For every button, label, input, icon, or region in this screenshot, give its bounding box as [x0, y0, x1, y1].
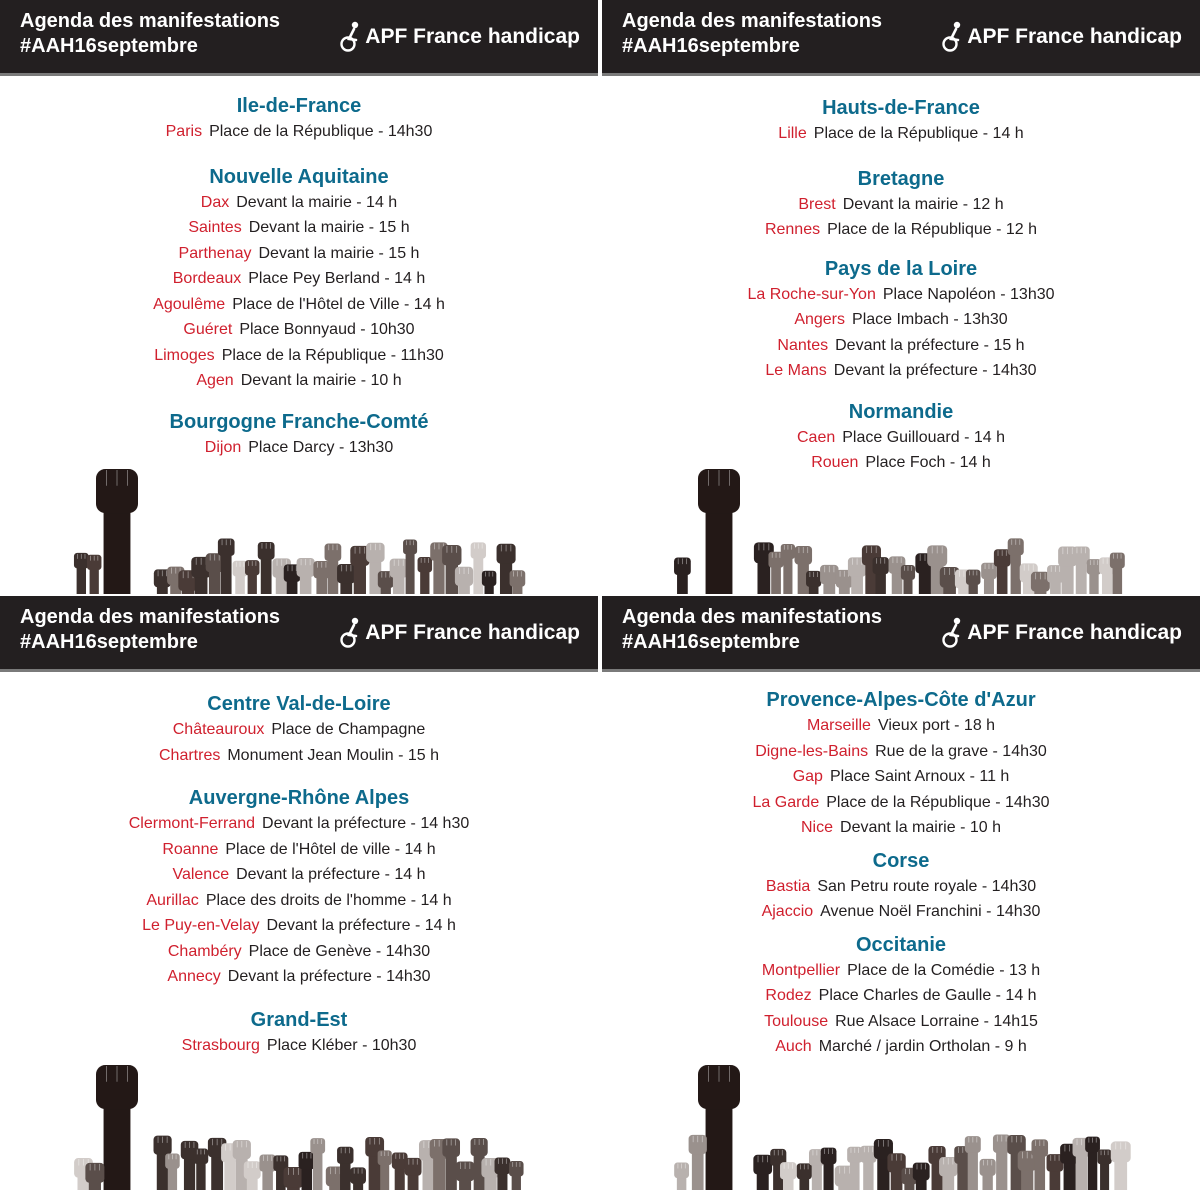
- event-line: [0, 435, 598, 461]
- event-detail: Place de la République - 12 h: [827, 221, 1038, 238]
- brand-logo: [940, 20, 1182, 54]
- event-detail: Rue Alsace Lorraine - 14h15: [835, 1012, 1038, 1030]
- event-line: [602, 307, 1200, 333]
- event-detail: Place Darcy - 13h30: [248, 438, 394, 456]
- agenda-panel: [602, 0, 1200, 594]
- event-city: Ajaccio: [761, 903, 814, 920]
- event-city: Limoges: [154, 346, 215, 364]
- event-detail: San Petru route royale - 14h30: [817, 877, 1037, 895]
- event-detail: Place de Genève - 14h30: [248, 942, 431, 960]
- event-city: Brest: [798, 195, 836, 213]
- event-line: [0, 266, 598, 292]
- event-line: [0, 343, 598, 369]
- raised-fists-graphic: [70, 464, 530, 594]
- event-detail: Place de Champagne: [271, 721, 426, 738]
- event-city: Dijon: [204, 438, 242, 456]
- event-detail: Monument Jean Moulin - 15 h: [227, 746, 440, 764]
- event-line: [602, 121, 1200, 147]
- event-detail: Place des droits de l'homme - 14 h: [205, 891, 452, 909]
- event-line: [602, 899, 1200, 925]
- event-detail: Rue de la grave - 14h30: [875, 742, 1047, 760]
- events-list: [0, 692, 598, 1058]
- event-detail: Devant la préfecture - 14 h: [266, 917, 456, 934]
- event-line: [0, 811, 598, 837]
- event-city: Châteauroux: [172, 721, 265, 738]
- event-city: Le Mans: [765, 362, 827, 379]
- event-detail: Devant la préfecture - 14h30: [227, 968, 431, 985]
- raised-fists-graphic: [672, 1060, 1132, 1190]
- panel-header: [602, 596, 1200, 672]
- event-line: [602, 1009, 1200, 1035]
- event-city: Auch: [775, 1038, 812, 1055]
- panel-header: [0, 0, 598, 76]
- header-title-line1: Agenda des manifestations: [20, 10, 281, 32]
- event-line: [0, 743, 598, 769]
- event-line: [0, 241, 598, 267]
- event-detail: Place de la République - 14 h: [813, 125, 1024, 142]
- event-line: [602, 1034, 1200, 1060]
- event-line: [0, 913, 598, 939]
- event-city: Annecy: [167, 968, 221, 985]
- event-line: [0, 837, 598, 863]
- event-city: Clermont-Ferrand: [128, 815, 256, 832]
- event-detail: Devant la mairie - 15 h: [258, 244, 420, 262]
- region-title: Occitanie: [855, 933, 947, 956]
- event-line: [602, 874, 1200, 900]
- event-city: Rennes: [764, 221, 821, 238]
- header-title: [622, 9, 882, 59]
- header-hashtag: #AAH16septembre: [20, 631, 198, 653]
- event-city: Strasbourg: [181, 1036, 260, 1054]
- event-city: Montpellier: [761, 961, 841, 979]
- event-city: Parthenay: [178, 244, 252, 262]
- event-line: [602, 333, 1200, 359]
- event-line: [0, 939, 598, 965]
- header-title-line1: Agenda des manifestations: [622, 10, 883, 32]
- panel-header: [602, 0, 1200, 76]
- brand-name: APF France handicap: [365, 25, 580, 48]
- region-title: Centre Val-de-Loire: [207, 693, 391, 715]
- wheelchair-person-icon: [338, 617, 362, 649]
- event-detail: Place de l'Hôtel de Ville - 14 h: [232, 295, 445, 313]
- event-city: Dax: [200, 193, 230, 211]
- event-line: [602, 282, 1200, 308]
- region-title: Pays de la Loire: [824, 257, 978, 280]
- event-city: Gap: [792, 768, 823, 785]
- event-city: Rouen: [811, 454, 859, 471]
- event-line: [0, 964, 598, 990]
- event-city: Roanne: [162, 840, 219, 858]
- region-title: Normandie: [848, 400, 954, 423]
- event-line: [0, 292, 598, 318]
- panel-header: [0, 596, 598, 672]
- region-title: Auvergne-Rhône Alpes: [188, 787, 410, 809]
- brand-name: APF France handicap: [365, 621, 580, 644]
- event-detail: Devant la mairie - 10 h: [840, 819, 1001, 836]
- header-hashtag: #AAH16septembre: [622, 631, 800, 653]
- raised-fists-graphic: [672, 464, 1132, 594]
- event-city: Rodez: [765, 987, 812, 1004]
- event-line: [602, 790, 1200, 816]
- agenda-panel: [0, 0, 598, 594]
- wheelchair-person-icon: [940, 617, 964, 649]
- header-hashtag: #AAH16septembre: [622, 35, 800, 57]
- event-line: [602, 815, 1200, 841]
- wheelchair-person-icon: [940, 21, 964, 53]
- event-line: [0, 317, 598, 343]
- region-title: Grand-Est: [250, 1008, 348, 1031]
- brand-name: APF France handicap: [967, 25, 1182, 48]
- agenda-panel: [602, 596, 1200, 1190]
- event-line: [602, 358, 1200, 384]
- event-detail: Devant la mairie - 10 h: [240, 372, 402, 389]
- raised-fists-graphic: [70, 1060, 530, 1190]
- event-detail: Vieux port - 18 h: [877, 717, 996, 734]
- events-list: [602, 688, 1200, 1060]
- event-city: Chartres: [158, 746, 221, 764]
- event-city: Le Puy-en-Velay: [142, 917, 260, 934]
- events-list: [0, 94, 598, 460]
- event-city: Bastia: [765, 877, 811, 895]
- event-city: Paris: [165, 123, 203, 140]
- event-city: La Garde: [752, 793, 820, 811]
- event-detail: Place Pey Berland - 14 h: [248, 270, 426, 287]
- wheelchair-person-icon: [338, 21, 362, 53]
- header-title-line1: Agenda des manifestations: [622, 606, 883, 628]
- event-city: Guéret: [183, 321, 233, 338]
- event-line: [602, 764, 1200, 790]
- region-title: Bretagne: [857, 167, 945, 190]
- event-city: Toulouse: [764, 1012, 829, 1030]
- event-detail: Devant la préfecture - 14 h: [236, 866, 426, 883]
- event-city: Nice: [801, 819, 834, 836]
- event-line: [602, 958, 1200, 984]
- event-detail: Place Kléber - 10h30: [266, 1036, 417, 1054]
- event-line: [0, 1033, 598, 1059]
- brand-logo: [338, 616, 580, 650]
- event-detail: Devant la mairie - 12 h: [842, 195, 1004, 213]
- event-detail: Devant la mairie - 14 h: [236, 193, 398, 211]
- region-title: Corse: [872, 849, 930, 872]
- event-city: Caen: [796, 428, 836, 446]
- event-line: [0, 119, 598, 145]
- agenda-panel: [0, 596, 598, 1190]
- event-detail: Place Napoléon - 13h30: [882, 285, 1055, 303]
- event-detail: Devant la préfecture - 14h30: [833, 362, 1037, 379]
- header-title: [622, 605, 882, 655]
- event-city: Chambéry: [167, 942, 242, 960]
- event-detail: Devant la mairie - 15 h: [248, 219, 410, 236]
- event-detail: Place Charles de Gaulle - 14 h: [818, 987, 1037, 1004]
- event-city: Angers: [794, 311, 846, 328]
- events-list: [602, 96, 1200, 476]
- event-detail: Place de la Comédie - 13 h: [847, 961, 1041, 979]
- region-title: Bourgogne Franche-Comté: [169, 410, 429, 433]
- event-line: [0, 215, 598, 241]
- event-detail: Devant la préfecture - 14 h30: [262, 815, 470, 832]
- event-city: Nantes: [777, 336, 829, 354]
- brand-logo: [940, 616, 1182, 650]
- event-detail: Place Bonnyaud - 10h30: [239, 321, 415, 338]
- event-city: Marseille: [806, 717, 871, 734]
- event-city: Saintes: [188, 219, 242, 236]
- event-detail: Devant la préfecture - 15 h: [835, 336, 1025, 354]
- event-detail: Place Imbach - 13h30: [852, 311, 1008, 328]
- event-city: Lille: [778, 125, 807, 142]
- event-line: [0, 368, 598, 394]
- brand-logo: [338, 20, 580, 54]
- event-line: [602, 983, 1200, 1009]
- event-city: Agen: [196, 372, 234, 389]
- event-city: Valence: [172, 866, 230, 883]
- event-detail: Marché / jardin Ortholan - 9 h: [818, 1038, 1027, 1055]
- event-detail: Place de la République - 14h30: [209, 123, 433, 140]
- event-detail: Avenue Noël Franchini - 14h30: [820, 903, 1041, 920]
- event-detail: Place de la République - 11h30: [221, 346, 444, 364]
- event-line: [0, 862, 598, 888]
- event-line: [602, 192, 1200, 218]
- brand-name: APF France handicap: [967, 621, 1182, 644]
- event-line: [602, 713, 1200, 739]
- event-detail: Place Guillouard - 14 h: [842, 428, 1005, 446]
- region-title: Nouvelle Aquitaine: [209, 165, 389, 188]
- region-title: Provence-Alpes-Côte d'Azur: [766, 689, 1036, 711]
- event-line: [0, 888, 598, 914]
- event-detail: Place Saint Arnoux - 11 h: [829, 768, 1010, 785]
- event-city: Bordeaux: [172, 270, 242, 287]
- header-hashtag: #AAH16septembre: [20, 35, 198, 57]
- event-line: [602, 425, 1200, 451]
- event-city: Aurillac: [146, 891, 199, 909]
- event-city: Digne-les-Bains: [755, 742, 869, 760]
- event-line: [602, 739, 1200, 765]
- event-line: [0, 717, 598, 743]
- event-detail: Place de l'Hôtel de ville - 14 h: [225, 840, 436, 858]
- header-title: [20, 605, 280, 655]
- header-title-line1: Agenda des manifestations: [20, 606, 281, 628]
- region-title: Ile-de-France: [236, 95, 362, 117]
- header-title: [20, 9, 280, 59]
- event-line: [602, 217, 1200, 243]
- event-city: Agoulême: [153, 295, 226, 313]
- event-detail: Place Foch - 14 h: [865, 454, 991, 471]
- event-line: [0, 190, 598, 216]
- event-city: La Roche-sur-Yon: [747, 285, 876, 303]
- region-title: Hauts-de-France: [822, 97, 980, 119]
- event-detail: Place de la République - 14h30: [826, 793, 1050, 811]
